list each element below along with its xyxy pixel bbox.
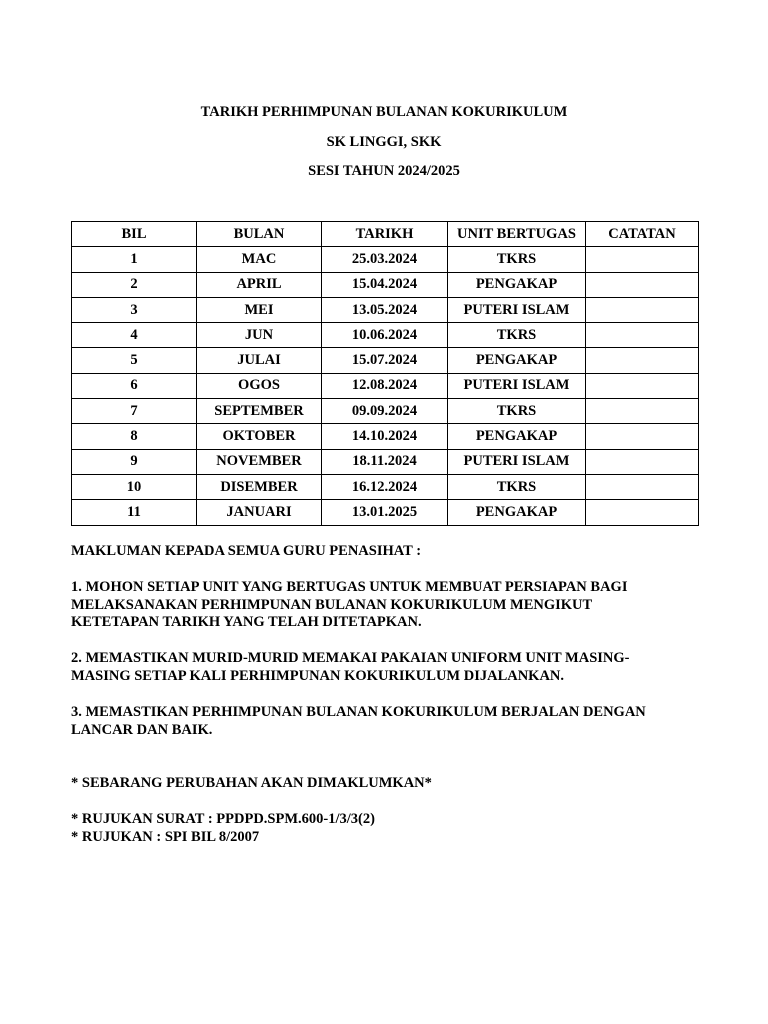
cell-bulan: JUN bbox=[197, 323, 322, 348]
cell-bil: 5 bbox=[72, 348, 197, 373]
cell-catatan bbox=[586, 424, 699, 449]
notes-intro: MAKLUMAN KEPADA SEMUA GURU PENASIHAT : bbox=[71, 543, 422, 559]
document-title: TARIKH PERHIMPUNAN BULANAN KOKURIKULUM bbox=[200, 104, 568, 120]
cell-catatan bbox=[586, 474, 699, 499]
cell-bulan: APRIL bbox=[197, 272, 322, 297]
cell-unit: TKRS bbox=[448, 399, 586, 424]
cell-bil: 6 bbox=[72, 373, 197, 398]
table-row bbox=[72, 449, 699, 474]
table-row bbox=[72, 297, 699, 322]
column-header-unit: UNIT BERTUGAS bbox=[448, 222, 586, 247]
note-item-3-line: 3. MEMASTIKAN PERHIMPUNAN BULANAN KOKURIKULUM BERJALAN DENGAN bbox=[71, 703, 646, 720]
cell-tarikh: 13.01.2025 bbox=[322, 500, 448, 525]
cell-unit: PENGAKAP bbox=[448, 500, 586, 525]
cell-unit: TKRS bbox=[448, 247, 586, 272]
cell-bulan: MEI bbox=[197, 297, 322, 322]
cell-unit: PENGAKAP bbox=[448, 348, 586, 373]
note-item-2-line: MASING SETIAP KALI PERHIMPUNAN KOKURIKULUM DIJALANKAN. bbox=[71, 667, 565, 684]
cell-catatan bbox=[586, 272, 699, 297]
reference-letter: * RUJUKAN SURAT : PPDPD.SPM.600-1/3/3(2) bbox=[71, 811, 375, 828]
cell-catatan bbox=[586, 323, 699, 348]
cell-unit: PUTERI ISLAM bbox=[448, 297, 586, 322]
cell-unit: TKRS bbox=[448, 474, 586, 499]
school-name: SK LINGGI, SKK bbox=[326, 134, 442, 150]
table-row bbox=[72, 500, 699, 525]
table-row bbox=[72, 247, 699, 272]
table-row bbox=[72, 373, 699, 398]
cell-tarikh: 09.09.2024 bbox=[322, 399, 448, 424]
cell-bil: 8 bbox=[72, 424, 197, 449]
cell-tarikh: 12.08.2024 bbox=[322, 373, 448, 398]
note-item-1-line: MELAKSANAKAN PERHIMPUNAN BULANAN KOKURIKULUM MENGIKUT bbox=[71, 596, 593, 613]
cell-bulan: MAC bbox=[197, 247, 322, 272]
cell-bil: 1 bbox=[72, 247, 197, 272]
cell-unit: TKRS bbox=[448, 323, 586, 348]
column-header-bil: BIL bbox=[72, 222, 197, 247]
note-item-1-line: KETETAPAN TARIKH YANG TELAH DITETAPKAN. bbox=[71, 614, 422, 631]
table-row bbox=[72, 474, 699, 499]
session-year: SESI TAHUN 2024/2025 bbox=[308, 163, 460, 179]
cell-tarikh: 14.10.2024 bbox=[322, 424, 448, 449]
column-header-tarikh: TARIKH bbox=[322, 222, 448, 247]
cell-bulan: SEPTEMBER bbox=[197, 399, 322, 424]
cell-bulan: JANUARI bbox=[197, 500, 322, 525]
cell-tarikh: 10.06.2024 bbox=[322, 323, 448, 348]
cell-tarikh: 18.11.2024 bbox=[322, 449, 448, 474]
cell-tarikh: 16.12.2024 bbox=[322, 474, 448, 499]
table-header-row bbox=[72, 222, 699, 247]
table-row bbox=[72, 348, 699, 373]
cell-tarikh: 25.03.2024 bbox=[322, 247, 448, 272]
reference-spi: * RUJUKAN : SPI BIL 8/2007 bbox=[71, 828, 260, 845]
cell-catatan bbox=[586, 247, 699, 272]
table-row bbox=[72, 399, 699, 424]
table-row bbox=[72, 272, 699, 297]
table-row bbox=[72, 424, 699, 449]
note-item-2-line: 2. MEMASTIKAN MURID-MURID MEMAKAI PAKAIAN UNIFORM UNIT MASING- bbox=[71, 650, 630, 667]
table-row bbox=[72, 323, 699, 348]
cell-bil: 4 bbox=[72, 323, 197, 348]
cell-catatan bbox=[586, 500, 699, 525]
cell-bil: 10 bbox=[72, 474, 197, 499]
note-item-3-line: LANCAR DAN BAIK. bbox=[71, 721, 213, 738]
cell-catatan bbox=[586, 399, 699, 424]
cell-bil: 3 bbox=[72, 297, 197, 322]
cell-bil: 7 bbox=[72, 399, 197, 424]
schedule-table bbox=[71, 221, 699, 526]
cell-catatan bbox=[586, 348, 699, 373]
change-notice: * SEBARANG PERUBAHAN AKAN DIMAKLUMKAN* bbox=[71, 775, 432, 792]
cell-unit: PUTERI ISLAM bbox=[448, 449, 586, 474]
cell-bulan: OKTOBER bbox=[197, 424, 322, 449]
cell-bil: 9 bbox=[72, 449, 197, 474]
cell-unit: PENGAKAP bbox=[448, 272, 586, 297]
cell-bulan: OGOS bbox=[197, 373, 322, 398]
notes-section bbox=[71, 543, 691, 847]
cell-bulan: JULAI bbox=[197, 348, 322, 373]
cell-catatan bbox=[586, 449, 699, 474]
cell-tarikh: 15.04.2024 bbox=[322, 272, 448, 297]
cell-bil: 2 bbox=[72, 272, 197, 297]
cell-tarikh: 13.05.2024 bbox=[322, 297, 448, 322]
note-item-1-line: 1. MOHON SETIAP UNIT YANG BERTUGAS UNTUK MEMBUAT PERSIAPAN BAGI bbox=[71, 578, 628, 595]
cell-unit: PUTERI ISLAM bbox=[448, 373, 586, 398]
cell-catatan bbox=[586, 373, 699, 398]
cell-bil: 11 bbox=[72, 500, 197, 525]
column-header-bulan: BULAN bbox=[197, 222, 322, 247]
cell-tarikh: 15.07.2024 bbox=[322, 348, 448, 373]
cell-bulan: DISEMBER bbox=[197, 474, 322, 499]
cell-bulan: NOVEMBER bbox=[197, 449, 322, 474]
column-header-catatan: CATATAN bbox=[586, 222, 699, 247]
cell-catatan bbox=[586, 297, 699, 322]
cell-unit: PENGAKAP bbox=[448, 424, 586, 449]
